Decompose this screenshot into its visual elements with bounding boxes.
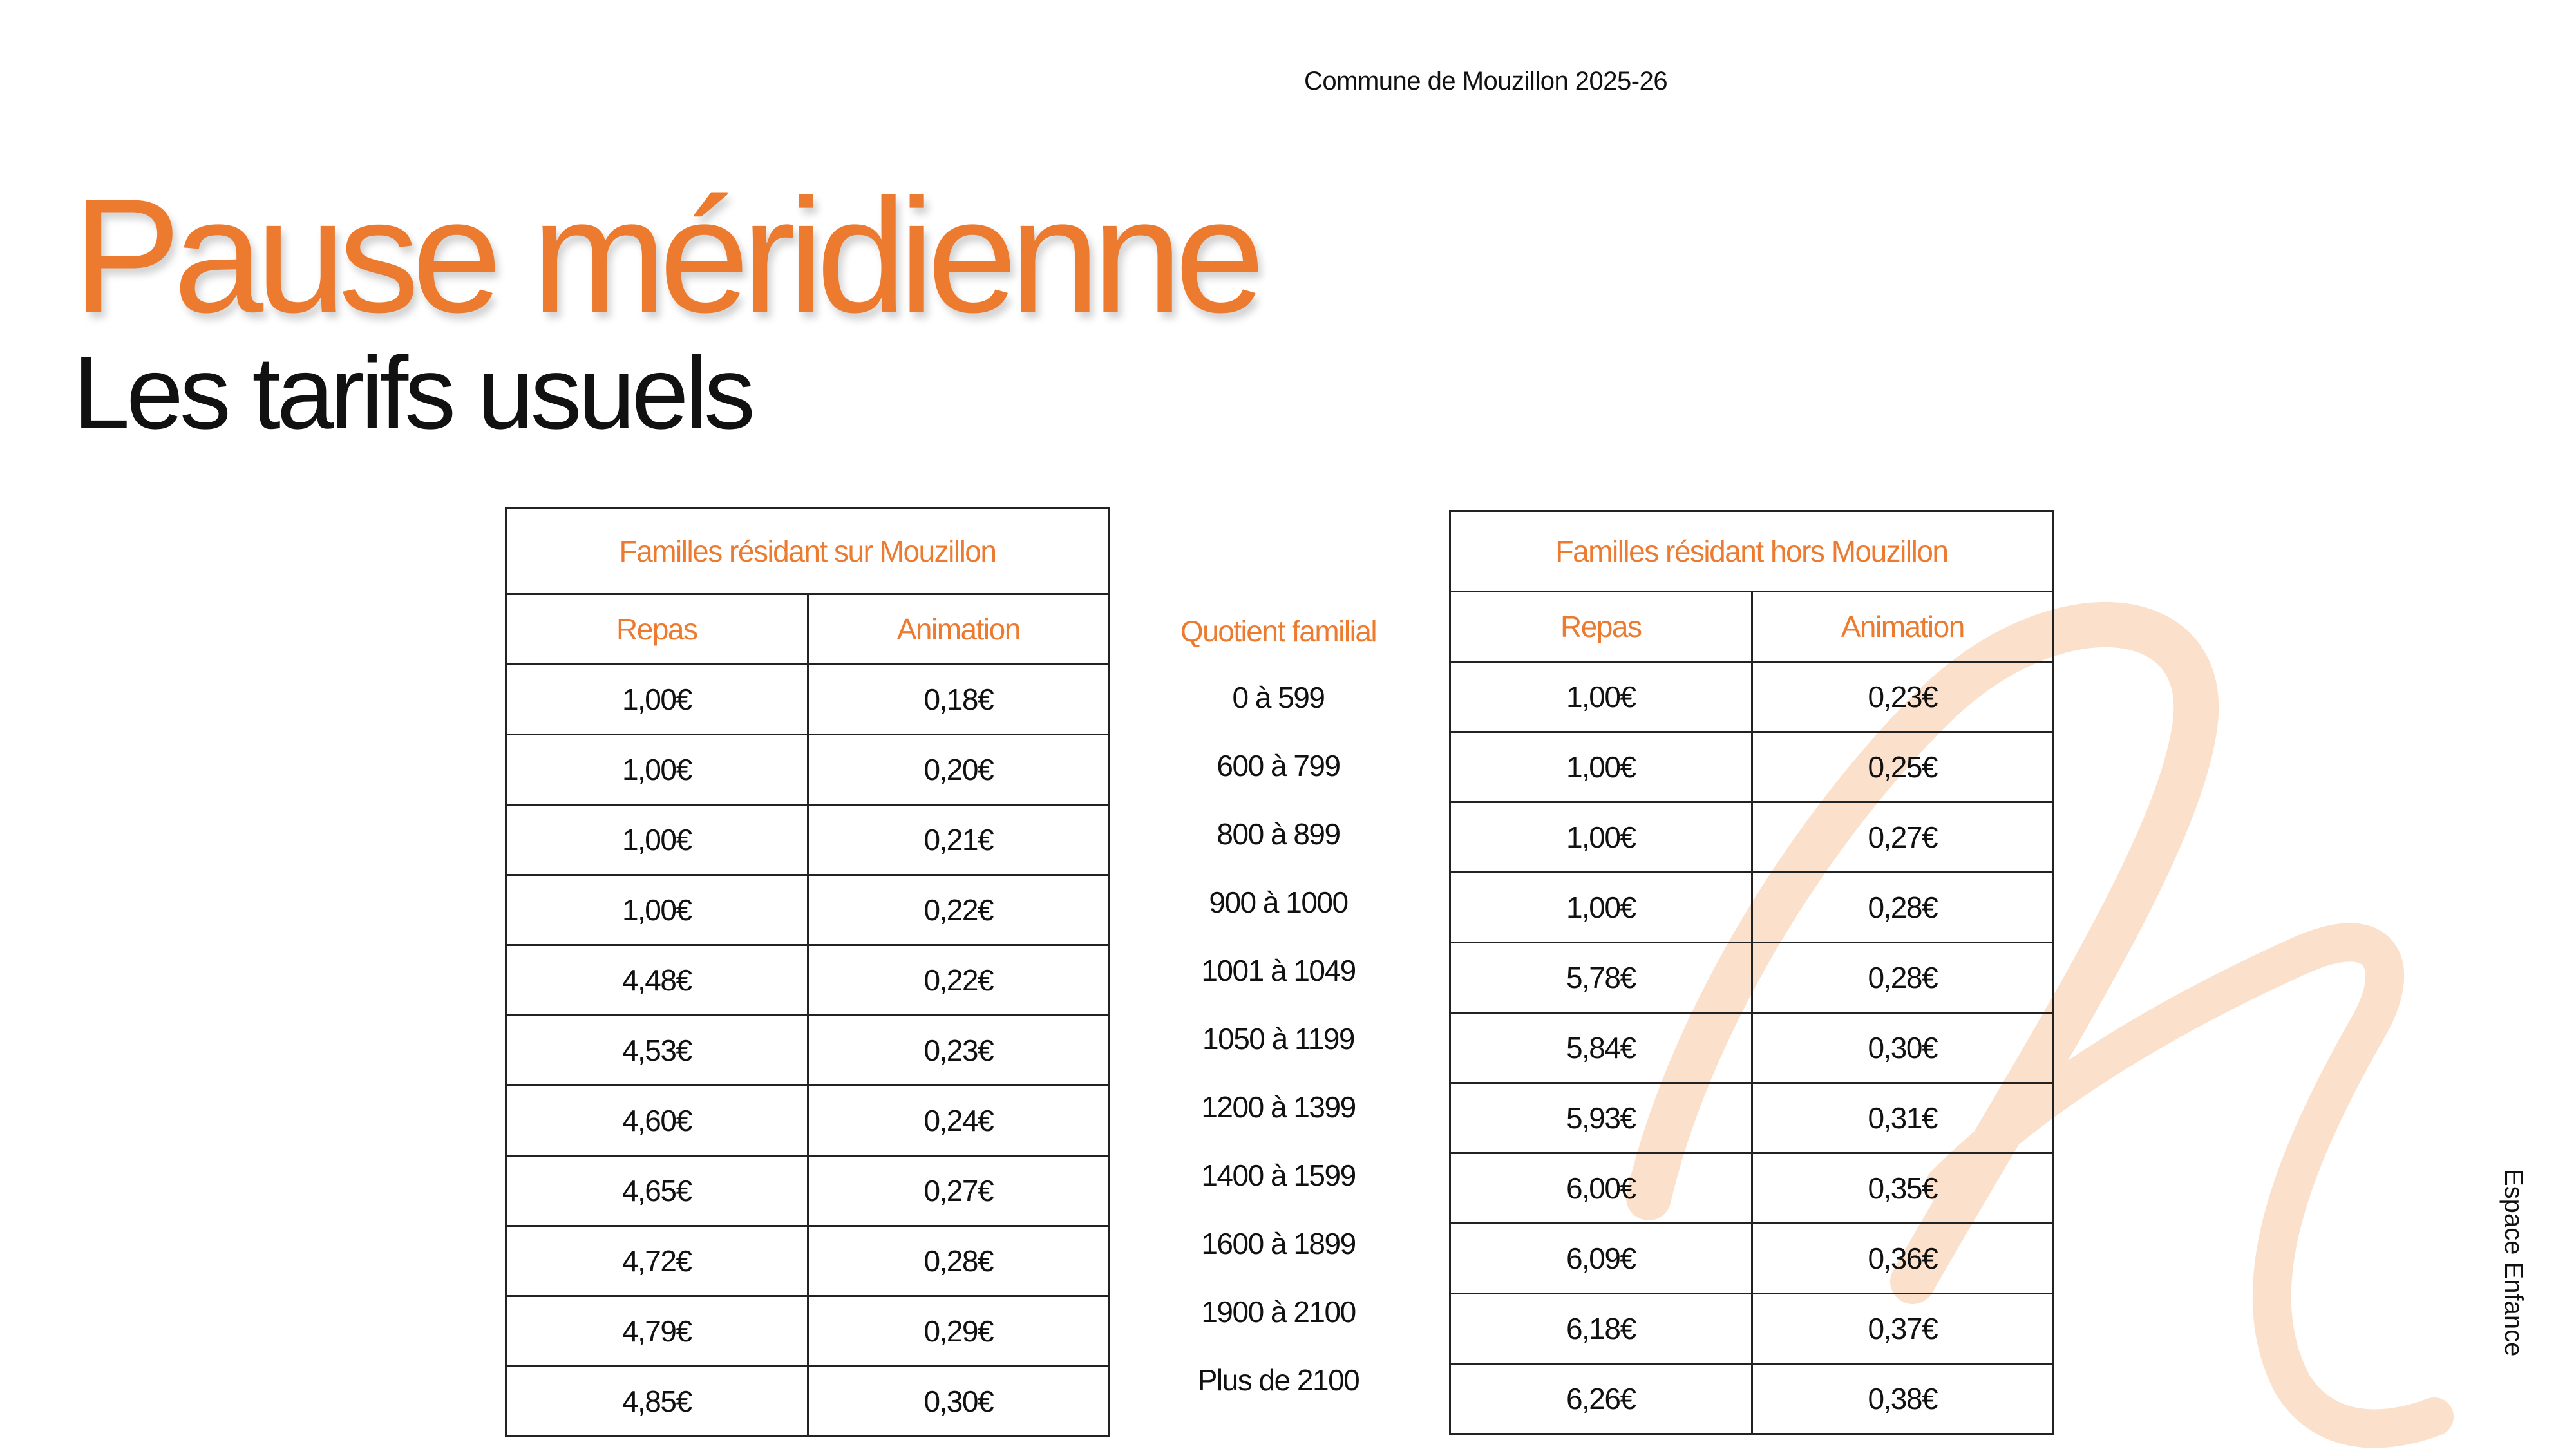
- animation-cell: 0,29€: [808, 1296, 1110, 1367]
- page-subtitle: Les tarifs usuels: [73, 335, 752, 450]
- animation-cell: 0,28€: [1752, 873, 2054, 943]
- table-row: [506, 1016, 1110, 1086]
- repas-cell: 4,65€: [506, 1156, 808, 1226]
- commune-label: Commune de Mouzillon 2025-26: [1304, 67, 1668, 95]
- animation-cell: 0,18€: [808, 665, 1110, 735]
- nonresident-table-title: Familles résidant hors Mouzillon: [1450, 511, 2054, 592]
- repas-cell: 1,00€: [1450, 732, 1752, 802]
- resident-repas-header: Repas: [506, 594, 808, 665]
- page-title: Pause méridienne: [73, 166, 1258, 346]
- side-label: Espace Enfance: [2499, 1169, 2528, 1357]
- table-row: [506, 1296, 1110, 1367]
- animation-cell: 0,24€: [808, 1086, 1110, 1156]
- animation-cell: 0,30€: [808, 1367, 1110, 1437]
- table-row: [1450, 943, 2054, 1013]
- table-row: [1450, 1364, 2054, 1434]
- table-row: [1450, 1083, 2054, 1153]
- quotient-range: Plus de 2100: [1197, 1363, 1359, 1397]
- repas-cell: 1,00€: [506, 805, 808, 875]
- table-row: [506, 1156, 1110, 1226]
- repas-cell: 4,53€: [506, 1016, 808, 1086]
- quotient-range: 900 à 1000: [1209, 886, 1348, 919]
- repas-cell: 4,72€: [506, 1226, 808, 1296]
- quotient-range: 800 à 899: [1217, 817, 1340, 851]
- nonresident-repas-header: Repas: [1450, 592, 1752, 662]
- nonresident-rates-table: [1449, 510, 2054, 1435]
- resident-rates-table: [505, 507, 1110, 1437]
- repas-cell: 1,00€: [1450, 662, 1752, 732]
- quotient-range: 1600 à 1899: [1201, 1227, 1356, 1260]
- quotient-range: 1001 à 1049: [1201, 954, 1356, 987]
- animation-cell: 0,20€: [808, 735, 1110, 805]
- animation-cell: 0,27€: [1752, 802, 2054, 873]
- table-row: [506, 805, 1110, 875]
- animation-cell: 0,21€: [808, 805, 1110, 875]
- animation-cell: 0,35€: [1752, 1153, 2054, 1224]
- table-row: [506, 1086, 1110, 1156]
- animation-cell: 0,28€: [808, 1226, 1110, 1296]
- table-row: [506, 1226, 1110, 1296]
- animation-cell: 0,27€: [808, 1156, 1110, 1226]
- quotient-column: [1159, 599, 1397, 1414]
- quotient-range: 600 à 799: [1217, 749, 1340, 782]
- repas-cell: 1,00€: [1450, 873, 1752, 943]
- table-row: [506, 875, 1110, 945]
- repas-cell: 4,79€: [506, 1296, 808, 1367]
- animation-cell: 0,25€: [1752, 732, 2054, 802]
- quotient-range: 1900 à 2100: [1201, 1295, 1356, 1329]
- quotient-range: 0 à 599: [1232, 681, 1325, 714]
- resident-animation-header: Animation: [808, 594, 1110, 665]
- table-row: [1450, 1294, 2054, 1364]
- table-row: [1450, 873, 2054, 943]
- animation-cell: 0,22€: [808, 875, 1110, 945]
- quotient-range: 1200 à 1399: [1201, 1090, 1356, 1124]
- repas-cell: 4,48€: [506, 945, 808, 1016]
- table-row: [1450, 1013, 2054, 1083]
- table-row: [1450, 732, 2054, 802]
- quotient-range: 1050 à 1199: [1202, 1022, 1354, 1056]
- repas-cell: 4,85€: [506, 1367, 808, 1437]
- repas-cell: 6,18€: [1450, 1294, 1752, 1364]
- repas-cell: 5,84€: [1450, 1013, 1752, 1083]
- table-row: [506, 945, 1110, 1016]
- repas-cell: 1,00€: [1450, 802, 1752, 873]
- table-row: [1450, 1224, 2054, 1294]
- table-row: [1450, 662, 2054, 732]
- repas-cell: 4,60€: [506, 1086, 808, 1156]
- repas-cell: 6,26€: [1450, 1364, 1752, 1434]
- repas-cell: 1,00€: [506, 665, 808, 735]
- quotient-header: Quotient familial: [1180, 614, 1377, 648]
- repas-cell: 5,78€: [1450, 943, 1752, 1013]
- table-row: [506, 735, 1110, 805]
- animation-cell: 0,37€: [1752, 1294, 2054, 1364]
- repas-cell: 5,93€: [1450, 1083, 1752, 1153]
- quotient-range: 1400 à 1599: [1201, 1159, 1356, 1192]
- repas-cell: 6,00€: [1450, 1153, 1752, 1224]
- table-row: [506, 665, 1110, 735]
- repas-cell: 6,09€: [1450, 1224, 1752, 1294]
- resident-table-title: Familles résidant sur Mouzillon: [506, 509, 1110, 594]
- table-row: [1450, 1153, 2054, 1224]
- animation-cell: 0,23€: [808, 1016, 1110, 1086]
- animation-cell: 0,31€: [1752, 1083, 2054, 1153]
- nonresident-animation-header: Animation: [1752, 592, 2054, 662]
- animation-cell: 0,38€: [1752, 1364, 2054, 1434]
- animation-cell: 0,22€: [808, 945, 1110, 1016]
- repas-cell: 1,00€: [506, 875, 808, 945]
- animation-cell: 0,36€: [1752, 1224, 2054, 1294]
- table-row: [506, 1367, 1110, 1437]
- table-row: [1450, 802, 2054, 873]
- repas-cell: 1,00€: [506, 735, 808, 805]
- animation-cell: 0,30€: [1752, 1013, 2054, 1083]
- animation-cell: 0,23€: [1752, 662, 2054, 732]
- animation-cell: 0,28€: [1752, 943, 2054, 1013]
